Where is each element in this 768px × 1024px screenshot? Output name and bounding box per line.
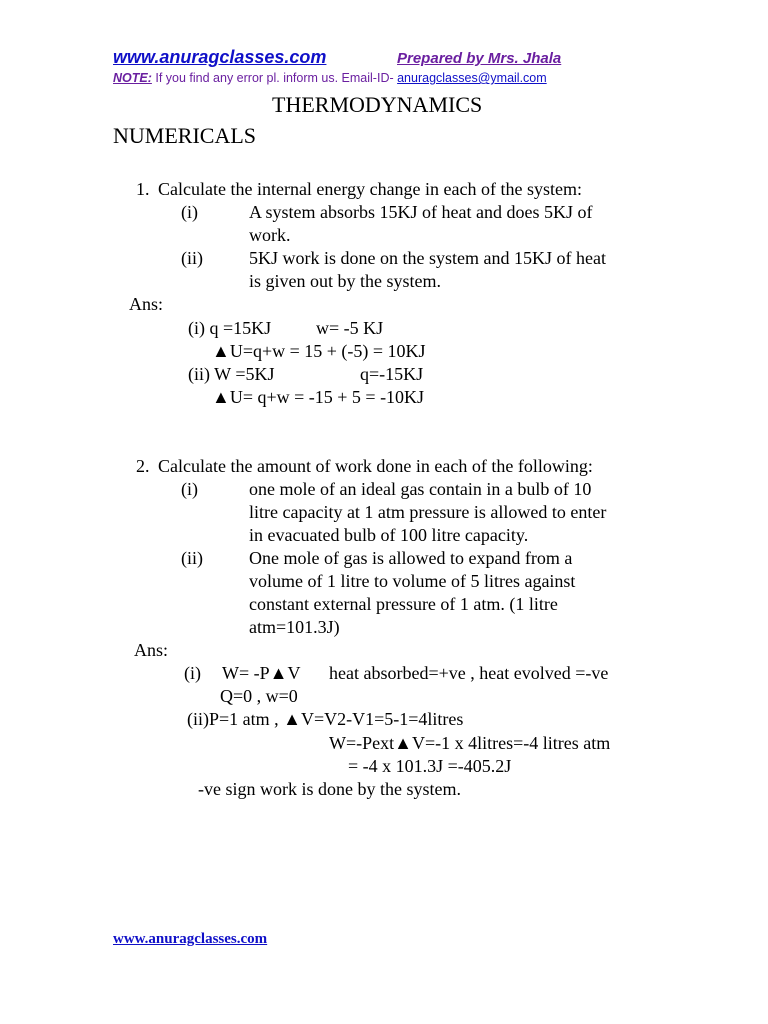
q2-ans-ii-line2: W=-Pext▲V=-1 x 4litres=-4 litres atm xyxy=(329,733,611,753)
q2-part-ii-line3: constant external pressure of 1 atm. (1 litre xyxy=(249,594,558,614)
q1-ans-line1b: w= -5 KJ xyxy=(316,318,384,338)
q2-ans-ii-line3: = -4 x 101.3J =-405.2J xyxy=(348,756,512,776)
q1-part-ii-line2: is given out by the system. xyxy=(249,271,441,291)
q1-ans-line1a: (i) q =15KJ xyxy=(188,318,272,338)
q2-ans-label: Ans: xyxy=(134,640,169,660)
q1-ans-line2: ▲U=q+w = 15 + (-5) = 10KJ xyxy=(212,341,426,361)
email-link[interactable]: anuragclasses@ymail.com xyxy=(397,71,547,85)
q1-part-i-label: (i) xyxy=(181,202,198,222)
q2-question: Calculate the amount of work done in each of the following: xyxy=(158,456,593,476)
q1-part-i-line2: work. xyxy=(249,225,291,245)
q2-part-ii-line2: volume of 1 litre to volume of 5 litres against xyxy=(249,571,576,591)
page-title: THERMODYNAMICS xyxy=(272,92,483,117)
q1-number: 1. xyxy=(136,179,150,199)
q1-ans-line4: ▲U= q+w = -15 + 5 = -10KJ xyxy=(212,387,425,407)
q2-part-i-label: (i) xyxy=(181,479,198,499)
note-label: NOTE: xyxy=(113,71,152,85)
prepared-by: Prepared by Mrs. Jhala xyxy=(397,50,562,67)
q2-ans-ii-line4: -ve sign work is done by the system. xyxy=(198,779,461,799)
q1-ans-label: Ans: xyxy=(129,294,164,314)
site-link[interactable]: www.anuragclasses.com xyxy=(113,47,327,67)
q2-ans-i-formula: W= -P▲V xyxy=(222,663,301,683)
q1-part-ii-line1: 5KJ work is done on the system and 15KJ of heat xyxy=(249,248,606,268)
q2-part-ii-line1: One mole of gas is allowed to expand from a xyxy=(249,548,573,568)
note-line xyxy=(113,71,547,85)
footer-site-link[interactable]: www.anuragclasses.com xyxy=(113,931,268,947)
q2-part-ii-line4: atm=101.3J) xyxy=(249,617,340,637)
q1-part-ii-label: (ii) xyxy=(181,248,203,268)
q1-ans-line3a: (ii) W =5KJ xyxy=(188,364,275,384)
q2-part-i-line3: in evacuated bulb of 100 litre capacity. xyxy=(249,525,529,545)
q2-part-ii-label: (ii) xyxy=(181,548,203,568)
note-text: If you find any error pl. inform us. Email-ID- xyxy=(151,71,398,85)
q2-ans-ii-line1: (ii)P=1 atm , ▲V=V2-V1=5-1=4litres xyxy=(187,709,464,729)
q1-question: Calculate the internal energy change in each of the system: xyxy=(158,179,583,199)
q1-part-i-line1: A system absorbs 15KJ of heat and does 5KJ of xyxy=(249,202,593,222)
q1-ans-line3b: q=-15KJ xyxy=(360,364,424,384)
q2-number: 2. xyxy=(136,456,150,476)
q2-ans-i-note: heat absorbed=+ve , heat evolved =-ve xyxy=(329,663,609,683)
page-subtitle: NUMERICALS xyxy=(113,123,257,148)
q2-part-i-line2: litre capacity at 1 atm pressure is allowed to enter xyxy=(249,502,607,522)
q2-part-i-line1: one mole of an ideal gas contain in a bulb of 10 xyxy=(249,479,592,499)
q2-ans-i-label: (i) xyxy=(184,663,201,683)
q2-ans-i-line2: Q=0 , w=0 xyxy=(220,686,298,706)
